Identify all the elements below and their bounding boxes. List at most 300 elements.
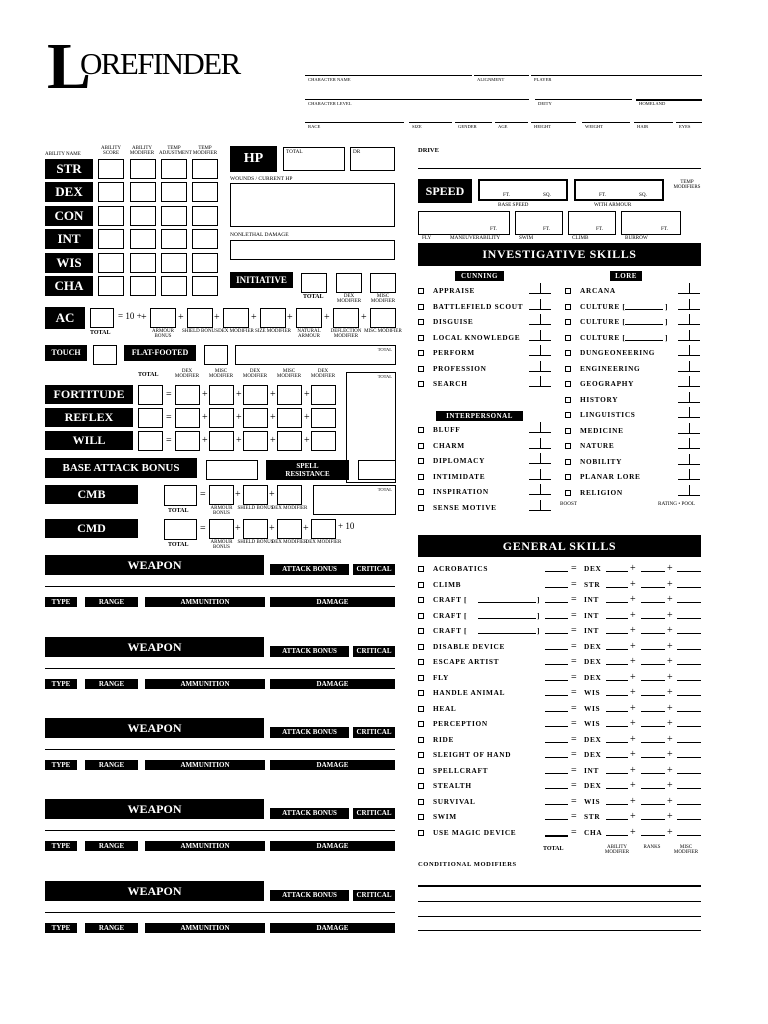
checkbox-icon[interactable] [418, 319, 424, 325]
save-modifier-field[interactable] [175, 385, 200, 405]
skill-row-inter[interactable] [418, 503, 497, 512]
skill-name: BATTLEFIELD SCOUT [433, 301, 524, 311]
skill-total-line[interactable] [545, 804, 568, 805]
ability-wis-field[interactable] [192, 253, 218, 273]
save-modifier-field[interactable] [311, 385, 336, 405]
initiative-dex-field[interactable] [336, 273, 362, 293]
checkbox-icon[interactable] [418, 644, 424, 650]
char-field-line[interactable] [531, 122, 576, 123]
save-modifier-field[interactable] [209, 385, 234, 405]
ability-str-field[interactable] [130, 159, 156, 179]
ranks-line[interactable] [641, 680, 665, 681]
attack-bonus-label: ATTACK BONUS [270, 646, 349, 657]
save-modifier-field[interactable] [277, 431, 302, 451]
misc-line[interactable] [677, 587, 701, 588]
skill-row-lore[interactable] [565, 410, 636, 419]
char-field-line[interactable] [305, 122, 404, 123]
char-field-line[interactable] [455, 122, 492, 123]
skill-row-lore[interactable] [565, 348, 655, 357]
speed-climb-field[interactable] [568, 211, 616, 235]
save-modifier-field[interactable] [243, 408, 268, 428]
checkbox-icon[interactable] [418, 350, 424, 356]
checkbox-icon[interactable] [565, 428, 571, 434]
ac-notes-field[interactable]: TOTAL [235, 345, 396, 365]
save-modifier-field[interactable] [311, 431, 336, 451]
skill-total-line[interactable] [545, 680, 568, 681]
skill-total-line[interactable] [545, 835, 568, 837]
general-skill-row[interactable] [418, 704, 456, 713]
checkbox-icon[interactable] [418, 366, 424, 372]
checkbox-icon[interactable] [418, 597, 424, 603]
weapon-damage-label: DAMAGE [270, 679, 395, 689]
general-skill-row[interactable] [418, 781, 472, 790]
checkbox-icon[interactable] [418, 814, 424, 820]
ability-str-field[interactable] [98, 159, 124, 179]
skill-total-line[interactable] [545, 649, 568, 650]
weapon-line[interactable] [45, 830, 395, 831]
skill-row-lore[interactable] [565, 379, 634, 388]
ranks-line[interactable] [641, 664, 665, 665]
skill-name: DUNGEONEERING [580, 348, 656, 357]
ranks-line[interactable] [641, 788, 665, 789]
checkbox-icon[interactable] [418, 489, 424, 495]
ability-mod-line[interactable] [606, 835, 628, 836]
skill-total-line[interactable] [545, 819, 568, 820]
ability-wis-field[interactable] [161, 253, 187, 273]
ability-dex-field[interactable] [161, 182, 187, 202]
checkbox-icon[interactable] [565, 304, 571, 310]
checkbox-icon[interactable] [418, 381, 424, 387]
conditional-line[interactable] [418, 901, 701, 902]
ability-mod-line[interactable] [606, 571, 628, 572]
misc-line[interactable] [677, 649, 701, 650]
skill-row-lore[interactable] [565, 364, 640, 373]
general-skill-row[interactable] [418, 828, 516, 837]
ability-mod-line[interactable] [606, 633, 628, 634]
general-skill-row[interactable] [418, 673, 449, 682]
checkbox-icon[interactable] [418, 335, 424, 341]
save-modifier-field[interactable] [243, 385, 268, 405]
skill-total-line[interactable] [545, 711, 568, 712]
skill-row-lore[interactable] [565, 302, 626, 311]
skill-row-lore[interactable] [565, 441, 614, 450]
misc-line[interactable] [677, 788, 701, 789]
speed-armor-field[interactable] [574, 179, 664, 201]
saves-notes-field[interactable]: TOTAL [346, 372, 396, 483]
skill-row-inter[interactable] [418, 472, 485, 481]
ability-mod-line[interactable] [606, 618, 628, 619]
save-modifier-field[interactable] [277, 385, 302, 405]
ranks-line[interactable] [641, 633, 665, 634]
misc-line[interactable] [677, 602, 701, 603]
cmd-modifier-field[interactable] [277, 519, 302, 539]
ability-int-field[interactable] [161, 229, 187, 249]
skill-row-lore[interactable] [565, 472, 641, 481]
save-modifier-field[interactable] [277, 408, 302, 428]
checkbox-icon[interactable] [418, 675, 424, 681]
equals-sign: = [166, 435, 172, 446]
ranks-line[interactable] [641, 587, 665, 588]
ranks-line[interactable] [641, 571, 665, 572]
skill-total-line[interactable] [545, 633, 568, 634]
equals-sign: = [571, 640, 577, 652]
general-skill-row[interactable] [418, 642, 505, 651]
ability-dex-field[interactable] [130, 182, 156, 202]
ability-con-field[interactable] [192, 206, 218, 226]
skill-total-line[interactable] [545, 587, 568, 588]
skill-total-line[interactable] [545, 788, 568, 789]
checkbox-icon[interactable] [565, 319, 571, 325]
weapon-damage-label: DAMAGE [270, 597, 395, 607]
skill-row-inter[interactable] [418, 425, 460, 434]
general-skill-row[interactable] [418, 564, 488, 573]
cmb-modifier-field[interactable] [243, 485, 268, 505]
skill-total-line[interactable] [545, 726, 568, 727]
misc-line[interactable] [677, 835, 701, 836]
ranks-line[interactable] [641, 618, 665, 619]
ranks-line[interactable] [641, 804, 665, 805]
char-field-line[interactable] [535, 99, 632, 100]
misc-line[interactable] [677, 618, 701, 619]
checkbox-icon[interactable] [418, 628, 424, 634]
checkbox-icon[interactable] [565, 366, 571, 372]
ability-mod-line[interactable] [606, 664, 628, 665]
ranks-line[interactable] [641, 773, 665, 774]
nonlethal-field[interactable] [230, 240, 395, 260]
general-skill-row[interactable] [418, 750, 511, 759]
checkbox-icon[interactable] [418, 505, 424, 511]
general-skill-row[interactable] [418, 766, 488, 775]
checkbox-icon[interactable] [418, 799, 424, 805]
ac-modifier-field[interactable] [187, 308, 213, 328]
speed-swim-label: SWIM [519, 235, 534, 241]
cmb-notes-field[interactable] [313, 485, 396, 515]
skill-total-line[interactable] [545, 571, 568, 572]
skill-row-cunning[interactable] [418, 317, 473, 326]
general-skill-row[interactable] [418, 611, 467, 620]
ability-mod-line[interactable] [606, 711, 628, 712]
misc-line[interactable] [677, 633, 701, 634]
skill-row-cunning[interactable] [418, 302, 523, 311]
ability-int-field[interactable] [98, 229, 124, 249]
checkbox-icon[interactable] [565, 288, 571, 294]
skill-total-line[interactable] [545, 742, 568, 743]
ranks-line[interactable] [641, 757, 665, 758]
ac-modifier-field[interactable] [370, 308, 396, 328]
save-modifier-field[interactable] [243, 431, 268, 451]
ac-total-field[interactable] [90, 308, 114, 328]
skill-row-inter[interactable] [418, 456, 485, 465]
checkbox-icon[interactable] [565, 443, 571, 449]
save-total-field[interactable] [138, 385, 163, 405]
char-field-line[interactable] [305, 99, 529, 100]
save-modifier-field[interactable] [175, 408, 200, 428]
ability-mod-line[interactable] [606, 773, 628, 774]
plus-sign: + [667, 609, 673, 621]
craft-line[interactable] [478, 633, 536, 634]
misc-line[interactable] [677, 680, 701, 681]
cmb-modifier-field[interactable] [209, 485, 234, 505]
checkbox-icon[interactable] [418, 752, 424, 758]
char-field-line[interactable] [634, 122, 673, 123]
misc-line[interactable] [677, 742, 701, 743]
skill-row-lore[interactable] [565, 317, 626, 326]
skill-total-line[interactable] [545, 773, 568, 774]
skill-row-cunning[interactable] [418, 333, 520, 342]
ranks-line[interactable] [641, 742, 665, 743]
skill-row-lore[interactable] [565, 426, 624, 435]
ac-modifier-label: SHIELD BONUS [182, 329, 218, 334]
skill-total-line[interactable] [545, 618, 568, 619]
ranks-line[interactable] [641, 835, 665, 836]
culture-line[interactable] [625, 340, 663, 341]
checkbox-icon[interactable] [418, 721, 424, 727]
cmb-modifier-field[interactable] [277, 485, 302, 505]
checkbox-icon[interactable] [565, 412, 571, 418]
char-field-line[interactable] [305, 75, 472, 76]
ac-total-label: TOTAL [90, 330, 111, 336]
misc-line[interactable] [677, 711, 701, 712]
char-field-line[interactable] [676, 122, 702, 123]
weapon-label: WEAPON [45, 799, 264, 819]
temp-modifiers-label: TEMP MODIFIERS [673, 180, 701, 191]
culture-line[interactable] [625, 309, 663, 310]
skill-name: CULTURE [ [580, 301, 626, 311]
ability-dex-field[interactable] [192, 182, 218, 202]
checkbox-icon[interactable] [565, 459, 571, 465]
skill-total-line[interactable] [545, 695, 568, 696]
general-misc-label: MISC MODIFIER [673, 845, 699, 856]
ability-wis-field[interactable] [130, 253, 156, 273]
speed-swim-field[interactable] [515, 211, 563, 235]
save-modifier-field[interactable] [311, 408, 336, 428]
initiative-total-field[interactable] [301, 273, 327, 293]
checkbox-icon[interactable] [418, 659, 424, 665]
bab-field[interactable] [206, 460, 258, 480]
save-total-field[interactable] [138, 431, 163, 451]
cmb-total-field[interactable] [164, 485, 197, 506]
touch-field[interactable] [93, 345, 117, 365]
checkbox-icon[interactable] [418, 737, 424, 743]
hp-total-field[interactable]: TOTAL [283, 147, 345, 171]
ranks-line[interactable] [641, 819, 665, 820]
ability-con-field[interactable] [98, 206, 124, 226]
checkbox-icon[interactable] [565, 381, 571, 387]
initiative-misc-field[interactable] [370, 273, 396, 293]
checkbox-icon[interactable] [418, 288, 424, 294]
rating-divider [540, 453, 541, 464]
skill-row-inter[interactable] [418, 441, 465, 450]
weapon-line[interactable] [45, 586, 395, 587]
craft-line[interactable] [478, 618, 536, 619]
sq-label: SQ. [639, 192, 647, 198]
misc-line[interactable] [677, 695, 701, 696]
ac-modifier-field[interactable] [333, 308, 359, 328]
ability-int-field[interactable] [130, 229, 156, 249]
plus-sign: + [630, 718, 636, 729]
speed-burrow-field[interactable] [621, 211, 681, 235]
checkbox-icon[interactable] [418, 304, 424, 310]
save-modifier-field[interactable] [209, 431, 234, 451]
char-field-line[interactable] [474, 75, 529, 76]
skill-row-lore[interactable] [565, 333, 626, 342]
ability-mod-line[interactable] [606, 602, 628, 603]
rating-divider [689, 407, 690, 418]
skill-total-line[interactable] [545, 757, 568, 758]
checkbox-icon[interactable] [418, 443, 424, 449]
plus-sign: + [287, 312, 293, 323]
char-field-line[interactable] [582, 122, 630, 123]
general-skill-row[interactable] [418, 812, 457, 821]
ability-mod-line[interactable] [606, 804, 628, 805]
cmd-modifier-field[interactable] [243, 519, 268, 539]
ability-wis-field[interactable] [98, 253, 124, 273]
ability-mod-line[interactable] [606, 819, 628, 820]
rating-divider [540, 283, 541, 294]
ability-mod-line[interactable] [606, 587, 628, 588]
plus-sign: + [630, 578, 636, 590]
checkbox-icon[interactable] [418, 474, 424, 480]
ranks-line[interactable] [641, 726, 665, 727]
ability-cha-field[interactable] [98, 276, 124, 296]
save-modifier-field[interactable] [175, 431, 200, 451]
checkbox-icon[interactable] [418, 706, 424, 712]
skill-total-line[interactable] [545, 602, 568, 603]
general-skill-row[interactable] [418, 595, 467, 604]
conditional-line[interactable] [418, 885, 701, 887]
skill-row-cunning[interactable] [418, 379, 468, 388]
cmd-total-field[interactable] [164, 519, 197, 540]
general-skill-row[interactable] [418, 657, 499, 666]
craft-line[interactable] [478, 602, 536, 603]
skill-row-cunning[interactable] [418, 348, 475, 357]
ability-mod-line[interactable] [606, 757, 628, 758]
skill-row-inter[interactable] [418, 487, 489, 496]
ac-modifier-field[interactable] [260, 308, 286, 328]
ability-int-field[interactable] [192, 229, 218, 249]
misc-line[interactable] [677, 664, 701, 665]
ability-mod-line[interactable] [606, 788, 628, 789]
misc-line[interactable] [677, 726, 701, 727]
misc-line[interactable] [677, 757, 701, 758]
general-skill-row[interactable] [418, 797, 476, 806]
culture-line[interactable] [625, 324, 663, 325]
ability-mod-line[interactable] [606, 680, 628, 681]
misc-line[interactable] [677, 571, 701, 572]
ability-str-field[interactable] [192, 159, 218, 179]
ability-cha-field[interactable] [192, 276, 218, 296]
checkbox-icon[interactable] [565, 397, 571, 403]
misc-line[interactable] [677, 819, 701, 820]
speed-base-field[interactable] [478, 179, 568, 201]
general-skill-row[interactable] [418, 688, 505, 697]
conditional-line[interactable] [418, 916, 701, 917]
misc-line[interactable] [677, 773, 701, 774]
checkbox-icon[interactable] [565, 335, 571, 341]
skill-row-lore[interactable] [565, 457, 622, 466]
spell-resistance-field[interactable] [358, 460, 396, 480]
ability-dex-field[interactable] [98, 182, 124, 202]
cmd-modifier-field[interactable] [311, 519, 336, 539]
misc-line[interactable] [677, 804, 701, 805]
ability-mod-line[interactable] [606, 742, 628, 743]
checkbox-icon[interactable] [565, 350, 571, 356]
weapon-line[interactable] [45, 749, 395, 750]
dr-field[interactable]: DR [350, 147, 395, 171]
checkbox-icon[interactable] [418, 768, 424, 774]
checkbox-icon[interactable] [418, 690, 424, 696]
weapon-line[interactable] [45, 912, 395, 913]
ability-str-field[interactable] [161, 159, 187, 179]
general-skill-row[interactable] [418, 719, 488, 728]
checkbox-icon[interactable] [565, 474, 571, 480]
weapon-line[interactable] [45, 668, 395, 669]
skill-row-lore[interactable] [565, 286, 616, 295]
save-total-field[interactable] [138, 408, 163, 428]
skill-row-cunning[interactable] [418, 286, 475, 295]
weapon-damage-label: DAMAGE [270, 923, 395, 933]
ability-header: TEMP ADJUSTMENT [159, 146, 192, 157]
skill-total-line[interactable] [545, 664, 568, 665]
ability-cha-field[interactable] [130, 276, 156, 296]
ability-cha-field[interactable] [161, 276, 187, 296]
ability-con-field[interactable] [161, 206, 187, 226]
checkbox-icon[interactable] [565, 490, 571, 496]
checkbox-icon[interactable] [418, 458, 424, 464]
plus-sign: + [178, 312, 184, 323]
ac-modifier-field[interactable] [296, 308, 322, 328]
ac-modifier-label: ARMOUR BONUS [152, 329, 174, 340]
ranks-line[interactable] [641, 602, 665, 603]
skill-name: LINGUISTICS [580, 410, 636, 419]
ac-modifier-field[interactable] [150, 308, 176, 328]
char-field-line[interactable] [409, 122, 452, 123]
ac-modifier-field[interactable] [223, 308, 249, 328]
rating-divider [540, 469, 541, 480]
checkbox-icon[interactable] [418, 427, 424, 433]
ranks-line[interactable] [641, 649, 665, 650]
checkbox-icon[interactable] [418, 830, 424, 836]
ability-mod-line[interactable] [606, 726, 628, 727]
ability-mod-line[interactable] [606, 649, 628, 650]
general-skill-row[interactable] [418, 735, 454, 744]
ability-abbrev: DEX [584, 564, 602, 573]
ability-mod-line[interactable] [606, 695, 628, 696]
skill-row-cunning[interactable] [418, 364, 487, 373]
speed-burrow-label: BURROW [625, 235, 648, 241]
cmd-modifier-field[interactable] [209, 519, 234, 539]
skill-row-lore[interactable] [565, 395, 618, 404]
save-modifier-field[interactable] [209, 408, 234, 428]
equals-sign: = [571, 609, 577, 621]
checkbox-icon[interactable] [418, 783, 424, 789]
wounds-field[interactable] [230, 183, 395, 227]
ranks-line[interactable] [641, 695, 665, 696]
general-skill-row[interactable] [418, 626, 467, 635]
char-field-line[interactable] [495, 122, 528, 123]
ranks-line[interactable] [641, 711, 665, 712]
general-skill-row[interactable] [418, 580, 461, 589]
skill-row-lore[interactable] [565, 488, 623, 497]
checkbox-icon[interactable] [418, 566, 424, 572]
checkbox-icon[interactable] [418, 613, 424, 619]
char-field-line[interactable] [531, 75, 702, 76]
char-field-label: RACE [308, 124, 321, 129]
conditional-line[interactable] [418, 930, 701, 931]
ability-con-field[interactable] [130, 206, 156, 226]
flatfooted-field[interactable] [204, 345, 228, 365]
checkbox-icon[interactable] [418, 582, 424, 588]
